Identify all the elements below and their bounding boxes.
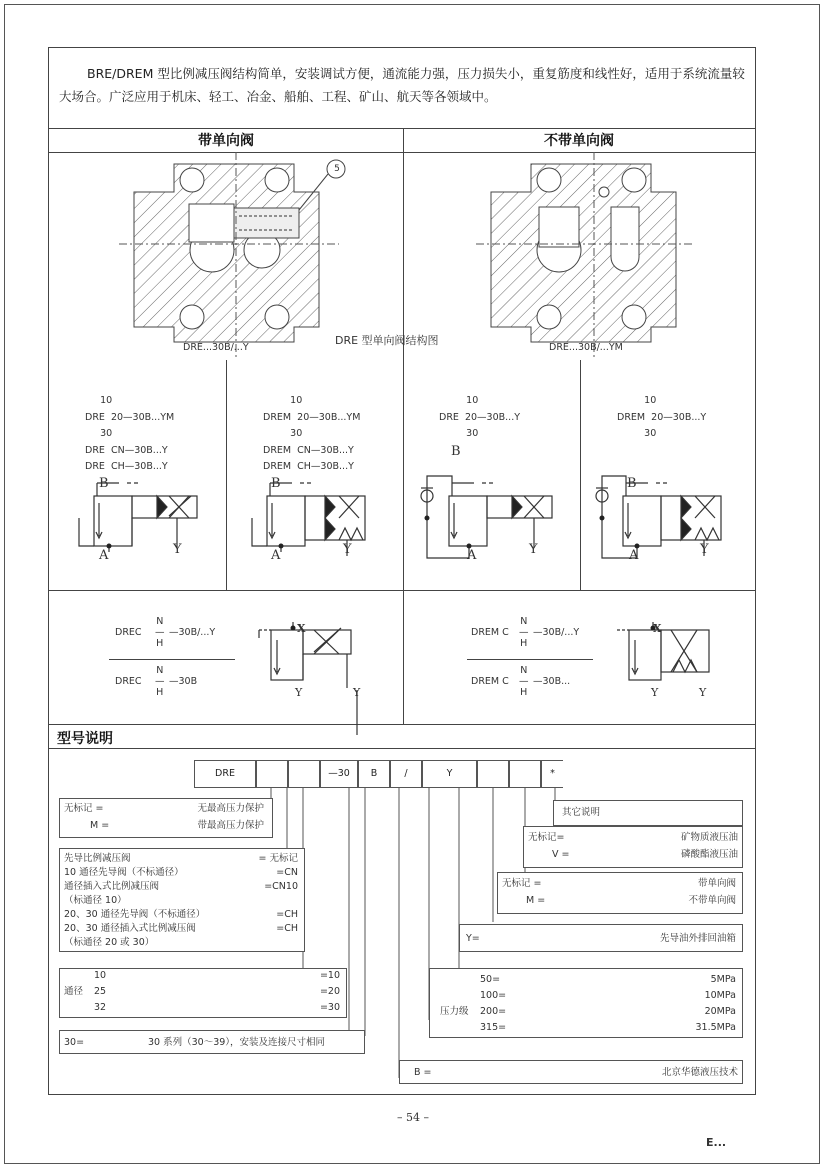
drec-n-h-stack: N — H: [155, 665, 165, 698]
code-cell: Y: [422, 760, 477, 788]
drec-left-bottom-prefix: DREC: [115, 676, 142, 687]
drawing-caption: DRE 型单向阀结构图: [335, 334, 439, 347]
symbol-label-y: Y: [173, 542, 182, 557]
intro-paragraph: BRE/DREM 型比例减压阀结构简单，安装调试方便，通流能力强，压力损失小，重复筋度和线性好，适用于系统流量较大场合。广泛应用于机床、轻工、冶金、船舶、工程、矿山、航天等各领域中。: [59, 66, 745, 104]
drec-label-y: Y: [651, 686, 659, 699]
drec-left-top-prefix: DREC: [115, 627, 142, 638]
pressure-box: 50= 5MPa 100= 10MPa 压力级 200= 20MPa 315= 31.5MPa: [429, 968, 743, 1038]
drec-left-bottom-suffix: —30B: [169, 676, 198, 687]
drec-right-top-suffix: —30B/...Y: [533, 627, 580, 638]
drec-n-h-stack: N — H: [519, 665, 529, 698]
code-cell: *: [541, 760, 563, 788]
symbol-label-a: A: [467, 548, 477, 563]
code-cell: /: [390, 760, 422, 788]
symbol-label-a: A: [99, 548, 109, 563]
main-frame: [48, 47, 756, 1095]
symbol-label-b: B: [99, 476, 109, 491]
drec-label-y: Y: [699, 686, 707, 699]
drec-right-top-prefix: DREM C: [471, 627, 509, 638]
maker-box: B = 北京华德液压技术: [399, 1060, 743, 1084]
balloon-number: 5: [334, 164, 340, 174]
rule: [49, 128, 755, 129]
check-valve-box: 无标记 = 带单向阀 M = 不带单向阀: [497, 872, 743, 914]
type-code-2: 10 DREM 20—30B...YM 30 DREM CN—30B...Y DREM CH—30B...Y: [263, 395, 361, 472]
drec-right-bottom-prefix: DREM C: [471, 676, 509, 687]
drec-left-top-suffix: —30B/...Y: [169, 627, 216, 638]
series-box: 30= 30 系列（30～39），安装及连接尺寸相同: [59, 1030, 365, 1054]
symbol-label-a: A: [629, 548, 639, 563]
code-cell: [288, 760, 320, 788]
size-box: 10 =10 通径 25 =20 32 =30: [59, 968, 347, 1018]
symbol-label-b: B: [627, 476, 637, 491]
max-pressure-box: 无标记 = 无最高压力保护 M = 带最高压力保护: [59, 798, 273, 838]
rule: [49, 748, 755, 749]
valve-type-box: 先导比例减压阀 = 无标记 10 通径先导阀（不标通径） =CN 通径插入式比例减压阀 =CN10 （标通径 10） 20、30 通径先导阀（不标通径） =CH 20、30 通径插入式比例减压阀 =CH （标通径 20 或 30）: [59, 848, 305, 952]
drec-n-h-stack: N — H: [155, 616, 165, 649]
drec-label-y: Y: [353, 686, 361, 699]
drec-n-h-stack: N — H: [519, 616, 529, 649]
code-cell: [509, 760, 541, 788]
symbol-label-y: Y: [529, 542, 538, 557]
symbol-label-y: Y: [343, 542, 352, 557]
type-code-3: 10 DRE 20—30B...Y 30: [439, 395, 521, 439]
code-cell: [477, 760, 509, 788]
header-with-check: 带单向阀: [198, 133, 254, 149]
header-without-check: 不带单向阀: [544, 133, 614, 149]
code-cell: DRE: [194, 760, 256, 788]
hydraulic-symbols: [49, 448, 755, 578]
drec-symbols: [49, 590, 755, 724]
drec-label-y: Y: [295, 686, 303, 699]
symbol-label-b: B: [451, 444, 461, 459]
rule: [49, 724, 755, 725]
other-notes-box: 其它说明: [553, 800, 743, 826]
type-code-1: 10 DRE 20—30B...YM 30 DRE CN—30B...Y DRE CH—30B...Y: [85, 395, 175, 472]
fluid-box: 无标记= 矿物质液压油 V = 磷酸酯液压油: [523, 826, 743, 868]
left-drawing-code: DRE...30B/...Y: [183, 342, 249, 353]
drec-label-x: X: [653, 622, 662, 635]
type-code-4: 10 DREM 20—30B...Y 30: [617, 395, 707, 439]
code-cell: [256, 760, 288, 788]
symbol-label-y: Y: [700, 542, 709, 557]
right-drawing-code: DRE...30B/...YM: [549, 342, 623, 353]
code-cell: B: [358, 760, 390, 788]
corner-mark: E...: [706, 1136, 727, 1149]
code-cell: —30: [320, 760, 358, 788]
model-title: 型号说明: [57, 731, 113, 747]
page-number: – 54 –: [397, 1111, 429, 1124]
symbol-label-a: A: [271, 548, 281, 563]
drec-label-x: X: [297, 622, 306, 635]
symbol-label-b: B: [271, 476, 281, 491]
drec-right-bottom-suffix: —30B...: [533, 676, 571, 687]
drain-box: Y= 先导油外排回油箱: [459, 924, 743, 952]
